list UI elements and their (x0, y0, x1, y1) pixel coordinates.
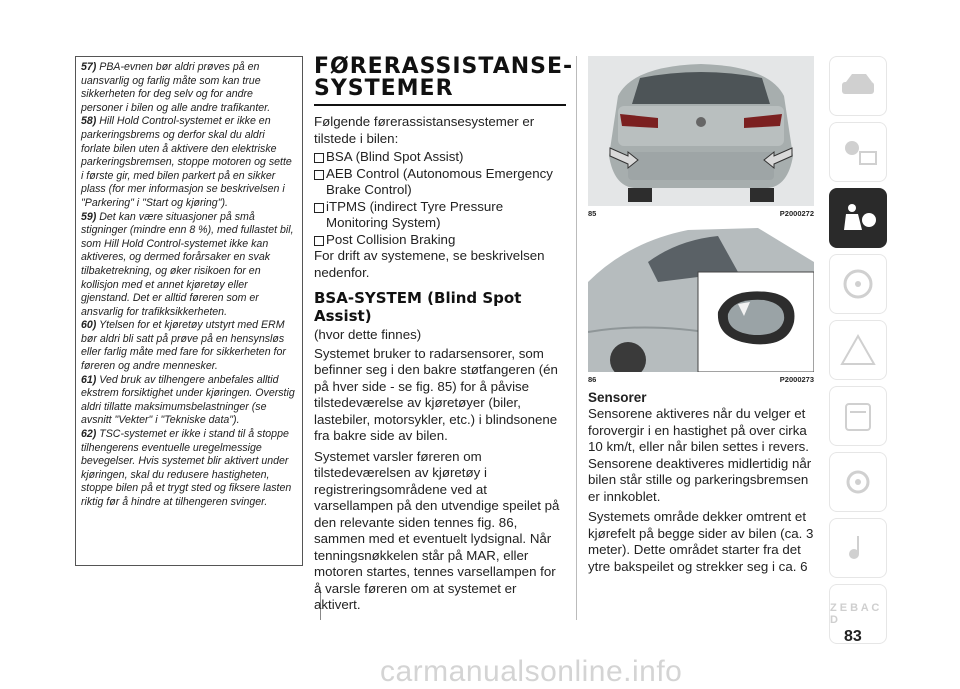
bsa-paragraph-1: Systemet bruker to radarsensorer, som befinner seg i den bakre støtfangeren (én på hver side - se fig. 85) for å påvise tilstedeværelse av kjøretøyer (biler, lastebiler, motorsykler, etc.) i blindsonene fra bakre side av bilen. (314, 345, 558, 443)
emergency-icon (836, 332, 880, 368)
note-62: 62) TSC-systemet er ikke i stand til å stoppe tilhengerens eventuelle uregelmessige bevegelser. Hvis systemet blir aktivert under kjøringen, skal du redusere hastigheten, stoppe bilen på et trygt sted og fiksere lasten riktig før å hindre at tilhengeren svinger. (81, 428, 292, 508)
sensors-heading: Sensorer (588, 390, 647, 405)
watermark: carmanualsonline.info (380, 655, 683, 688)
tab-technical-data[interactable] (829, 452, 887, 512)
tab-multimedia[interactable] (829, 518, 887, 578)
index-icon: Z E B A C D (830, 602, 880, 626)
after-list-text: For drift av systemene, se beskrivelsen nedenfor. (314, 248, 545, 280)
tab-safety[interactable] (829, 188, 887, 248)
note-60: 60) Ytelsen for et kjøretøy utstyrt med ERM bør aldri bli satt på prøve på en hensynsløs eller farlig måte med fare for sikkerheten for føreren og andre mennesker. (81, 319, 286, 373)
page-number: 83 (844, 628, 862, 645)
tab-starting-driving[interactable] (829, 254, 887, 314)
main-column (314, 54, 574, 616)
multimedia-icon (836, 530, 880, 566)
safety-airbag-icon (836, 200, 880, 236)
tab-emergency[interactable] (829, 320, 887, 380)
note-58: 58) Hill Hold Control-systemet er ikke en parkeringsbrems og derfor skal du aldri forlate bilen uten å aktivere den elektriske parkeringsbremsen, stoppe motoren og sette i første gir, med bilen parkert på en sikker plass (for mer informasjon se beskrivelsen i "Parkering" i "Start og kjøring"). (81, 115, 292, 209)
car-info-icon (836, 68, 880, 104)
bsa-subtitle: (hvor dette finnes) (314, 327, 422, 342)
column-divider (576, 56, 577, 620)
bsa-paragraph-2: Systemet varsler føreren om tilstedeværelsen av kjøretøy i registreringsområdene ved at varsellampen på den utvendige speilet på den relevante siden tennes fig. 86, sammen med et eventuelt lydsignal. Når tenningsnøkkelen står på MAR, eller motoren startes, tennes varsellampen for å varsle føreren om at systemet er aktivert. (314, 448, 560, 612)
tab-warning-lights[interactable] (829, 122, 887, 182)
list-item: Post Collision Braking (314, 232, 566, 249)
note-57: 57) PBA-evnen bør aldri prøves på en uansvarlig og farlig måte som kan true sikkerheten for deg selv og for andre personer i bilen og alle andre trafikanter. (81, 61, 271, 114)
figure-86-caption: 86 P2000273 (588, 375, 814, 384)
figure-85-caption: 85 P2000272 (588, 209, 814, 218)
sensors-paragraph-2: Systemets område dekker omtrent et kjørefelt på begge sider av bilen (ca. 3 meter). Dette området starter fra det ytre bakspeilet og strekker seg i ca. 6 (588, 509, 814, 574)
checkbox-bullet-icon (314, 170, 324, 180)
checkbox-bullet-icon (314, 236, 324, 246)
title-rule (314, 104, 566, 106)
steering-wheel-icon (836, 266, 880, 302)
list-item: iTPMS (indirect Tyre Pressure Monitoring System) (314, 199, 566, 232)
checkbox-bullet-icon (314, 203, 324, 213)
intro-text: Følgende førerassistansesystemer er tilstede i bilen: (314, 114, 535, 146)
note-59: 59) Det kan være situasjoner på små stigninger (mindre enn 8 %), med fullastet bil, som Hill Hold Control-systemet ikke kan aktiveres, og dermed forårsaker en svak tilbaketrekning, og øker risikoen for en kollisjon med et annet kjøretøy eller gjenstand. Det er alltid føreren som er ansvarlig for trafikksikkerheten. (81, 210, 294, 318)
chapter-tabs (829, 56, 887, 650)
technical-data-icon (836, 464, 880, 500)
car-rear-illustration (588, 56, 814, 206)
tab-vehicle[interactable] (829, 56, 887, 116)
warning-lights-icon (836, 134, 880, 170)
tab-maintenance[interactable] (829, 386, 887, 446)
figure-85-image (588, 56, 814, 206)
list-item: AEB Control (Autonomous Emergency Brake Control) (314, 166, 566, 199)
side-mirror-illustration (588, 222, 814, 372)
warning-notes-box (75, 56, 303, 566)
figures-column (588, 56, 814, 577)
sensors-paragraph-1: Sensorene aktiveres når du velger et forovergir i en hastighet på over cirka 10 km/t, eller når bilen settes i revers. Sensorene deaktiveres midlertidig når bilen står stille og parkeringsbremsen er innkoblet. (588, 406, 812, 504)
section-title: FØRERASSISTANSE-SYSTEMER (314, 54, 574, 101)
checkbox-bullet-icon (314, 153, 324, 163)
list-item: BSA (Blind Spot Assist) (314, 149, 566, 166)
bsa-heading: BSA-SYSTEM (Blind Spot Assist) (314, 289, 522, 325)
figure-86-image (588, 222, 814, 372)
maintenance-icon (836, 398, 880, 434)
note-61: 61) Ved bruk av tilhengere anbefales alltid ekstrem forsiktighet under kjøringen. Overstig aldri tillatte maksimumsbelastninger (se avsnitt "Vekter" i "Tekniske data"). (81, 373, 295, 427)
